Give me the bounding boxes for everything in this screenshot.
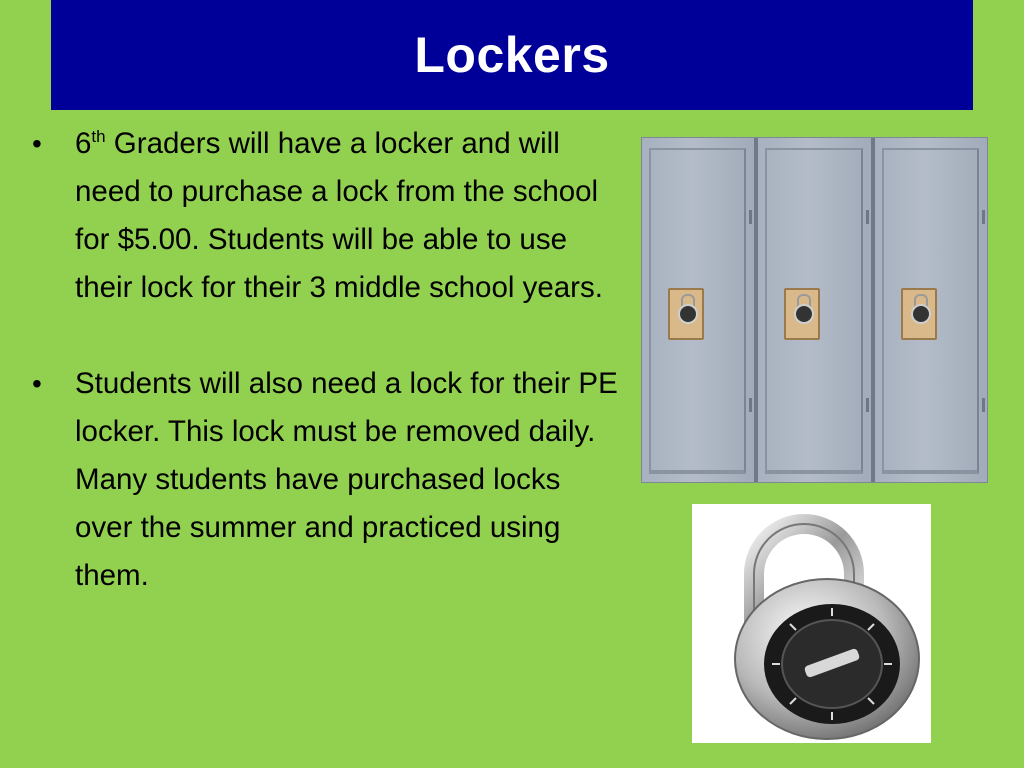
locker-latch xyxy=(901,288,937,340)
hinge xyxy=(866,398,869,412)
lock-dial xyxy=(678,304,698,324)
locker-latch xyxy=(784,288,820,340)
hinge xyxy=(749,210,752,224)
lock-dial xyxy=(911,304,931,324)
padlock-icon xyxy=(692,504,931,743)
hinge xyxy=(749,398,752,412)
bullet-dot: • xyxy=(32,368,42,399)
hinge xyxy=(866,210,869,224)
lockers-image xyxy=(641,137,988,483)
bullet-1-prefix: 6 xyxy=(75,127,92,160)
bullet-item-2 xyxy=(30,360,620,600)
slide-title: Lockers xyxy=(414,27,610,83)
bullet-1-text: Graders will have a locker and will need to purchase a lock from the school for $5.00. Students will be able to use their lock for their 3 middle school years. xyxy=(75,127,603,304)
bullet-1-superscript: th xyxy=(91,127,106,147)
locker xyxy=(758,138,874,482)
locker xyxy=(875,138,987,482)
bullet-item-1 xyxy=(30,120,620,312)
padlock-image xyxy=(692,504,931,743)
title-bar xyxy=(51,0,973,110)
locker-latch xyxy=(668,288,704,340)
bullet-dot: • xyxy=(32,128,42,159)
hinge xyxy=(982,210,985,224)
lock-dial xyxy=(794,304,814,324)
bullet-list xyxy=(30,120,620,600)
bullet-2-text: Students will also need a lock for their PE locker. This lock must be removed daily. Many students have purchased locks over the summer and practiced using them. xyxy=(75,367,618,592)
locker xyxy=(642,138,758,482)
hinge xyxy=(982,398,985,412)
